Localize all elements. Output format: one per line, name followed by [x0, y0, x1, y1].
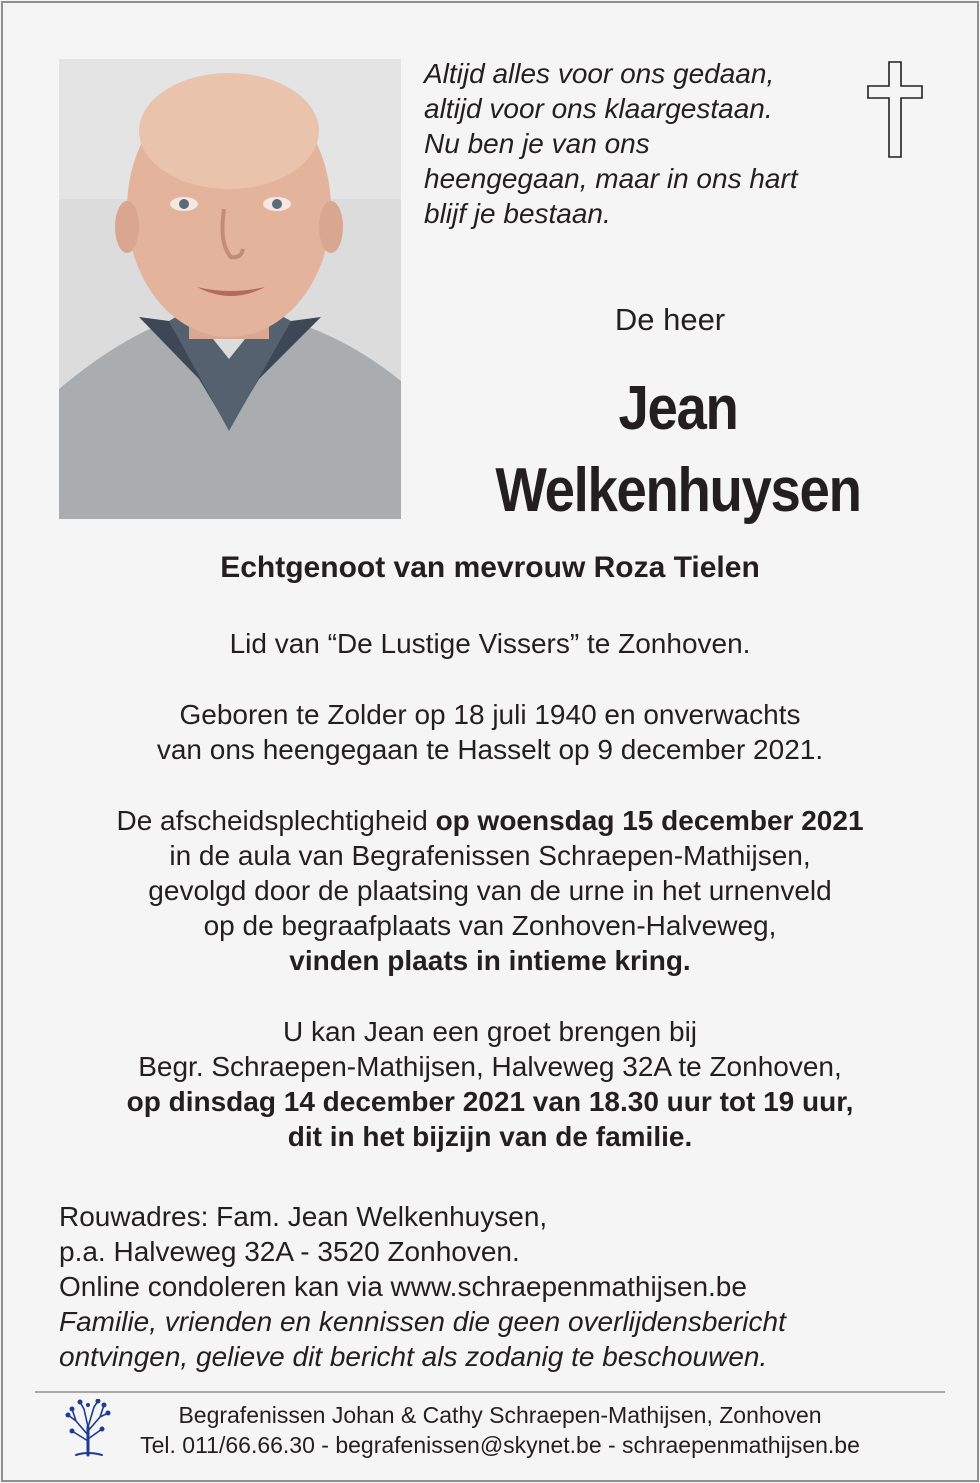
notice-line: ontvingen, gelieve dit bericht als zodanig te beschouwen.	[59, 1341, 768, 1372]
death-line: van ons heengegaan te Hasselt op 9 december 2021.	[156, 734, 824, 765]
visit-date: op dinsdag 14 december 2021 van 18.30 uur tot 19 uur,	[126, 1086, 854, 1117]
tree-logo-icon	[62, 1399, 114, 1457]
ceremony-line	[0, 803, 980, 838]
cross-icon	[866, 61, 924, 159]
poem-line: Nu ben je van ons	[424, 128, 650, 159]
mourning-address	[59, 1199, 939, 1374]
funeral-home-contact: Tel. 011/66.66.30 - begrafenissen@skynet.be - schraepenmathijsen.be	[140, 1432, 860, 1458]
footer-divider	[35, 1391, 945, 1393]
poem-line: heengegaan, maar in ons hart	[424, 163, 798, 194]
spouse-line: Echtgenoot van mevrouw Roza Tielen	[220, 551, 760, 584]
condolence-link[interactable]: Online condoleren kan via www.schraepenmathijsen.be	[59, 1271, 747, 1302]
poem-line: altijd voor ons klaargestaan.	[424, 93, 773, 124]
ceremony-location: in de aula van Begrafenissen Schraepen-Mathijsen,	[169, 840, 811, 871]
birth-line: Geboren te Zolder op 18 juli 1940 en onverwachts	[179, 699, 801, 730]
deceased-name	[469, 368, 888, 532]
funeral-home-name: Begrafenissen Johan & Cathy Schraepen-Mathijsen, Zonhoven	[178, 1402, 822, 1428]
portrait-photo	[59, 59, 401, 519]
poem	[424, 56, 854, 231]
visit-note: dit in het bijzijn van de familie.	[287, 1121, 693, 1152]
visit-location: Begr. Schraepen-Mathijsen, Halveweg 32A te Zonhoven,	[138, 1051, 842, 1082]
ceremony-private: vinden plaats in intieme kring.	[289, 945, 691, 976]
birth-death-info	[0, 697, 980, 767]
ceremony-cemetery: op de begraafplaats van Zonhoven-Halveweg,	[203, 910, 777, 941]
funeral-home-footer	[110, 1400, 890, 1460]
notice-line: Familie, vrienden en kennissen die geen overlijdensbericht	[59, 1306, 786, 1337]
membership-line: Lid van “De Lustige Vissers” te Zonhoven.	[229, 628, 751, 659]
poem-line: blijf je bestaan.	[424, 198, 611, 229]
salutation: De heer	[614, 302, 726, 337]
visit-intro: U kan Jean een groet brengen bij	[282, 1016, 698, 1047]
last-name: Welkenhuysen	[495, 456, 861, 525]
address-line: Rouwadres: Fam. Jean Welkenhuysen,	[59, 1201, 548, 1232]
address-line: p.a. Halveweg 32A - 3520 Zonhoven.	[59, 1236, 520, 1267]
poem-line: Altijd alles voor ons gedaan,	[424, 58, 775, 89]
ceremony-date: op woensdag 15 december 2021	[435, 805, 864, 836]
ceremony-label: De afscheidsplechtigheid	[116, 805, 436, 836]
visitation-info	[0, 1014, 980, 1154]
ceremony-urn: gevolgd door de plaatsing van de urne in het urnenveld	[148, 875, 832, 906]
ceremony-info	[0, 803, 980, 978]
first-name: Jean	[618, 374, 738, 443]
